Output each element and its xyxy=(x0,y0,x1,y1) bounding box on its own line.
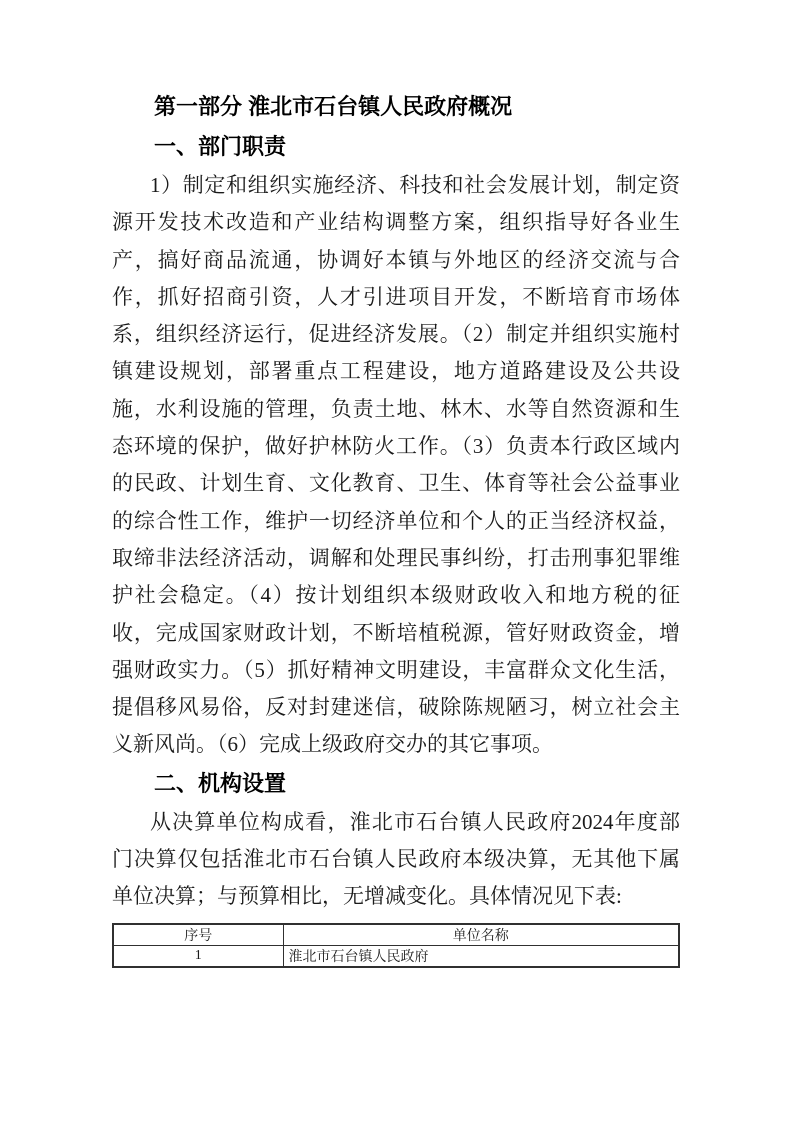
paragraph-line: 系，组织经济运行，促进经济发展。（2）制定并组织实施村 xyxy=(112,322,680,347)
paragraph-line: 的民政、计划生育、文化教育、卫生、体育等社会公益事业 xyxy=(112,471,680,496)
paragraph-line: 施，水利设施的管理，负责土地、林木、水等自然资源和生 xyxy=(112,396,680,421)
paragraph-line: 单位决算；与预算相比，无增减变化。具体情况见下表: xyxy=(112,884,622,909)
paragraph-line: 镇建设规划，部署重点工程建设，地方道路建设及公共设 xyxy=(112,359,680,384)
paragraph-line: 作，抓好招商引资，人才引进项目开发，不断培育市场体 xyxy=(112,284,680,309)
table-cell-unit-name: 淮北市石台镇人民政府 xyxy=(283,945,679,967)
paragraph-line: 取缔非法经济活动，调解和处理民事纠纷，打击刑事犯罪维 xyxy=(112,545,680,570)
paragraph-line: 护社会稳定。（4）按计划组织本级财政收入和地方税的征 xyxy=(112,583,680,608)
paragraph-line: 强财政实力。（5）抓好精神文明建设，丰富群众文化生活， xyxy=(112,657,680,682)
part1-title: 第一部分 淮北市石台镇人民政府概况 xyxy=(154,94,513,119)
paragraph-line: 产，搞好商品流通，协调好本镇与外地区的经济交流与合 xyxy=(112,247,680,272)
section1-heading: 一、部门职责 xyxy=(154,134,287,159)
table-row xyxy=(113,945,679,967)
table-cell-index: 1 xyxy=(113,945,283,967)
paragraph-line: 义新风尚。（6）完成上级政府交办的其它事项。 xyxy=(112,732,553,757)
paragraph-line: 从决算单位构成看，淮北市石台镇人民政府2024年度部 xyxy=(150,809,680,834)
section1-body xyxy=(112,167,680,764)
table-header-unit-name: 单位名称 xyxy=(283,924,679,946)
table-header-row xyxy=(113,924,679,946)
document-content xyxy=(112,87,680,968)
section2-heading: 二、机构设置 xyxy=(154,770,287,796)
paragraph-line: 门决算仅包括淮北市石台镇人民政府本级决算，无其他下属 xyxy=(112,847,680,872)
paragraph-line: 收，完成国家财政计划，不断培植税源，管好财政资金，增 xyxy=(112,620,680,645)
paragraph-line: 1）制定和组织实施经济、科技和社会发展计划，制定资 xyxy=(150,173,680,197)
table-header-index: 序号 xyxy=(113,924,283,946)
section2-body xyxy=(112,804,680,916)
paragraph-line: 提倡移风易俗，反对封建迷信，破除陈规陋习，树立社会主 xyxy=(112,695,680,720)
paragraph-line: 态环境的保护，做好护林防火工作。（3）负责本行政区域内 xyxy=(112,434,680,459)
paragraph-line: 源开发技术改造和产业结构调整方案，组织指导好各业生 xyxy=(112,210,680,235)
org-units-table xyxy=(112,923,680,968)
paragraph-line: 的综合性工作，维护一切经济单位和个人的正当经济权益， xyxy=(112,508,680,533)
